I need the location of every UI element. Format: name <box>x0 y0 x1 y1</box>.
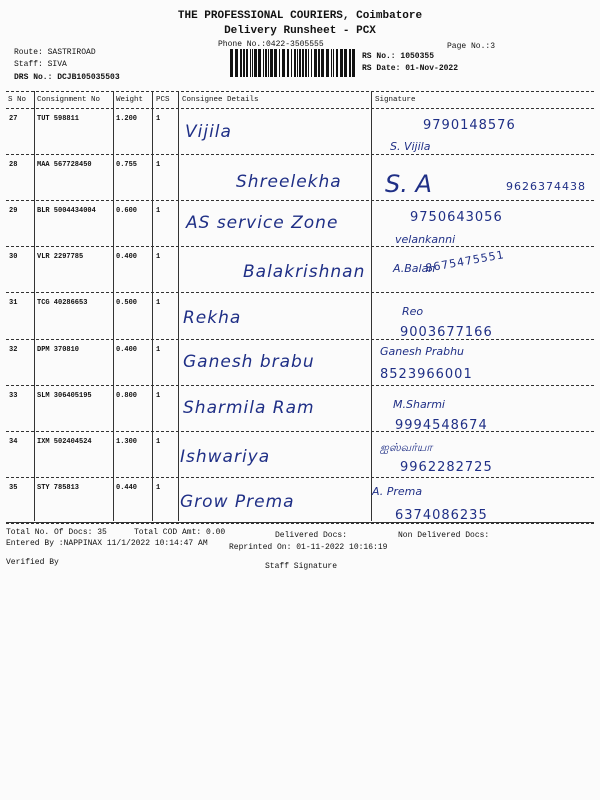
barcode-bar <box>287 49 289 77</box>
barcode-bar <box>254 49 257 77</box>
row-phone-number: 9003677166 <box>400 325 493 340</box>
barcode-bar <box>235 49 238 77</box>
row-signature: ஐஸ்வர்யா <box>380 441 433 454</box>
row-consignment-no: STY 785813 <box>37 483 80 492</box>
barcode-bar <box>314 49 317 77</box>
row-weight: 1.300 <box>116 437 138 446</box>
barcode-bar <box>258 49 261 77</box>
row-signature: A.Balan <box>393 262 436 275</box>
barcode-bar <box>270 49 273 77</box>
barcode-bar <box>302 49 304 77</box>
barcode-bar <box>250 49 251 77</box>
non-delivered-docs: Non Delivered Docs: <box>398 531 490 540</box>
barcode-bar <box>336 49 338 77</box>
row-divider <box>6 246 594 247</box>
row-weight: 1.200 <box>116 115 138 123</box>
row-sno: 30 <box>9 253 18 262</box>
row-signature: A. Prema <box>372 485 423 498</box>
row-pcs: 1 <box>156 161 161 170</box>
company-title: THE PROFESSIONAL COURIERS, Coimbatore <box>177 10 423 22</box>
row-divider <box>6 154 594 155</box>
row-consignment-no: BLR 5004434004 <box>37 207 96 216</box>
barcode-bar <box>240 49 242 77</box>
barcode-bar <box>308 49 309 77</box>
column-divider <box>113 91 114 521</box>
row-weight: 0.440 <box>116 483 138 492</box>
barcode-bar <box>291 49 292 77</box>
row-weight: 0.400 <box>116 253 138 262</box>
page-number: Page No.:3 <box>447 42 496 51</box>
row-consignment-no: TCG 40286653 <box>37 299 88 308</box>
row-divider <box>6 339 594 340</box>
row-phone-number: 9790148576 <box>423 118 516 133</box>
row-consignee-name: Rekha <box>183 308 242 328</box>
col-header-weight: Weight <box>116 96 144 104</box>
row-phone-number: 6374086235 <box>395 508 488 523</box>
row-signature: Ganesh Prabhu <box>380 345 465 358</box>
barcode-bar <box>333 49 334 77</box>
total-docs: Total No. Of Docs: 35 <box>6 528 107 537</box>
row-consignee-name: Balakrishnan <box>243 262 366 282</box>
row-divider <box>6 477 594 478</box>
barcode-bar <box>282 49 285 77</box>
row-weight: 0.400 <box>116 345 138 354</box>
row-consignee-name: Ganesh brabu <box>183 352 315 372</box>
delivered-docs: Delivered Docs: <box>275 531 348 540</box>
barcode <box>230 49 356 77</box>
row-signature: Reo <box>402 305 424 318</box>
barcode-bar <box>230 49 233 77</box>
row-consignee-name: Ishwariya <box>180 447 271 467</box>
barcode-bar <box>340 49 343 77</box>
barcode-bar <box>294 49 296 77</box>
barcode-bar <box>321 49 324 77</box>
row-sno: 33 <box>9 391 18 400</box>
barcode-bar <box>331 49 332 77</box>
column-divider <box>178 91 179 521</box>
barcode-bar <box>305 49 307 77</box>
row-consignment-no: TUT 598811 <box>37 115 80 123</box>
row-phone-number: 8523966001 <box>380 367 473 382</box>
barcode-bar <box>349 49 351 77</box>
rs-number: RS No.: 1050355 <box>362 52 435 61</box>
column-divider <box>152 91 153 521</box>
row-pcs: 1 <box>156 437 161 446</box>
row-consignee-name: Vijila <box>185 122 232 142</box>
verified-by: Verified By <box>6 558 59 567</box>
barcode-bar <box>274 49 277 77</box>
row-phone-number: 9994548674 <box>395 418 488 433</box>
row-phone-number: 9962282725 <box>400 460 493 475</box>
entered-by: Entered By :NAPPINAX 11/1/2022 10:14:47 AM <box>6 539 208 548</box>
col-header-pcs: PCS <box>156 96 170 104</box>
row-consignee-name: Grow Prema <box>180 492 295 512</box>
row-pcs: 1 <box>156 391 161 400</box>
row-sno: 35 <box>9 483 18 492</box>
phone-number: Phone No.:0422-3505555 <box>218 40 324 49</box>
header-bottom-rule <box>6 108 594 109</box>
barcode-bar <box>352 49 355 77</box>
barcode-bar <box>326 49 329 77</box>
row-pcs: 1 <box>156 253 161 262</box>
row-divider <box>6 200 594 201</box>
column-divider <box>34 91 35 521</box>
column-divider <box>371 91 372 521</box>
barcode-bar <box>311 49 312 77</box>
row-sno: 29 <box>9 207 18 216</box>
row-signature: S. Vijila <box>390 140 431 153</box>
barcode-bar <box>246 49 248 77</box>
row-phone-number: 8675475551 <box>424 248 506 275</box>
document-title: Delivery Runsheet - PCX <box>224 25 376 37</box>
row-weight: 0.755 <box>116 161 138 170</box>
row-consignment-no: SLM 306405195 <box>37 391 92 400</box>
barcode-bar <box>268 49 269 77</box>
col-header-consignment: Consignment No <box>37 96 101 104</box>
row-consignment-no: MAA 567728450 <box>37 161 92 170</box>
barcode-bar <box>265 49 267 77</box>
row-consignment-no: DPM 370810 <box>37 345 80 354</box>
row-sno: 27 <box>9 115 18 123</box>
col-header-consignee: Consignee Details <box>182 96 259 104</box>
barcode-bar <box>279 49 280 77</box>
row-signature: velankanni <box>395 233 456 246</box>
row-weight: 0.500 <box>116 299 138 308</box>
row-divider <box>6 292 594 293</box>
row-divider <box>6 431 594 432</box>
row-consignment-no: IXM 502404524 <box>37 437 92 446</box>
drs-number: DRS No.: DCJB105035503 <box>14 73 120 82</box>
col-header-sno: S No <box>8 96 27 104</box>
rs-date: RS Date: 01-Nov-2022 <box>362 64 459 73</box>
row-phone-number: 9750643056 <box>410 210 503 225</box>
row-pcs: 1 <box>156 207 161 216</box>
row-consignment-no: VLR 2297785 <box>37 253 84 262</box>
row-pcs: 1 <box>156 483 161 492</box>
barcode-bar <box>344 49 347 77</box>
barcode-bar <box>297 49 298 77</box>
row-consignee-name: AS service Zone <box>186 213 339 233</box>
barcode-bar <box>318 49 320 77</box>
row-pcs: 1 <box>156 115 161 123</box>
row-consignee-name: Shreelekha <box>236 172 342 192</box>
barcode-bar <box>252 49 253 77</box>
route: Route: SASTRIROAD <box>14 48 96 57</box>
staff-name: Staff: SIVA <box>14 60 67 69</box>
row-signature: S. A <box>385 170 432 198</box>
reprinted-on: Reprinted On: 01-11-2022 10:16:19 <box>229 543 388 552</box>
col-header-signature: Signature <box>375 96 416 104</box>
row-consignee-name: Sharmila Ram <box>183 398 315 418</box>
table-top-rule <box>6 91 594 92</box>
row-signature: M.Sharmi <box>393 398 445 411</box>
row-weight: 0.800 <box>116 391 138 400</box>
row-weight: 0.600 <box>116 207 138 216</box>
row-divider <box>6 523 594 524</box>
staff-signature-label: Staff Signature <box>265 562 338 571</box>
row-sno: 34 <box>9 437 18 446</box>
barcode-bar <box>263 49 264 77</box>
barcode-bar <box>299 49 301 77</box>
row-sno: 32 <box>9 345 18 354</box>
row-divider <box>6 385 594 386</box>
barcode-bar <box>243 49 245 77</box>
table-bottom-rule <box>6 522 594 523</box>
row-pcs: 1 <box>156 345 161 354</box>
row-phone-number: 9626374438 <box>506 180 586 193</box>
row-sno: 28 <box>9 161 18 170</box>
total-cod: Total COD Amt: 0.00 <box>134 528 226 537</box>
row-sno: 31 <box>9 299 18 308</box>
row-pcs: 1 <box>156 299 161 308</box>
